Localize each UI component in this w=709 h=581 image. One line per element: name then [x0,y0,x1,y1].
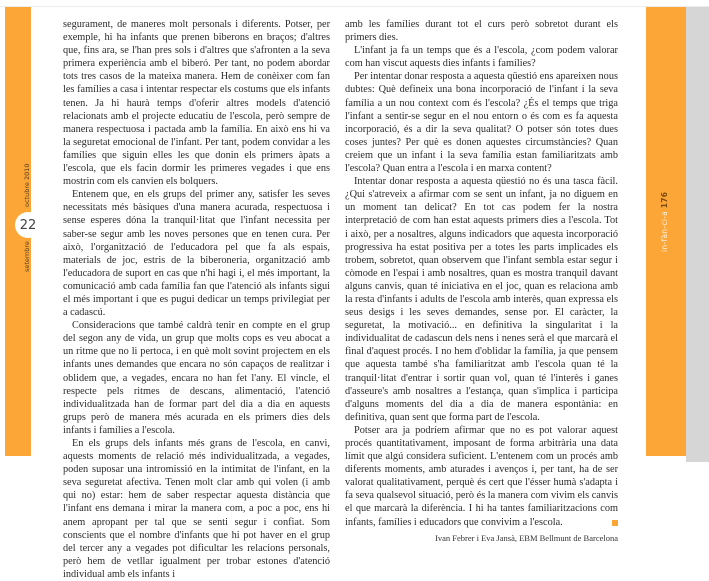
issue-date-month: setembre [23,241,31,272]
journal-name: in-fàn-ci-a [660,210,669,252]
paragraph: L'infant ja fa un temps que és a l'escola, ¿com podem valorar com han viscut aquests dies infants i famílies? [345,45,618,70]
journal-issue-number: 176 [660,191,669,209]
page-top-border [0,0,709,7]
paragraph: En els grups dels infants més grans de l'escola, en canvi, aquests moments de relació més individualitzada, a vegades, poden suposar una intromissió en la intimitat de l'infant, en la seva seguretat afectiva. Tenen molt clar amb qui volen (i amb qui no) estar: hem de saber respectar aquesta distància que l'infant ens demana i mirar la manera com, a poc a poc, ens hi anem apropant per tal que se senti segur i confiat. Som conscients que el nombre d'infants que hi pot haver en el grup del tercer any a vegades pot dificultar les relacions personals, però hem de vetllar igualment per trobar estones d'atenció individual amb els infants i [63,438,330,580]
paragraph: segurament, de maneres molt personals i diferents. Potser, per exemple, hi ha infants que prenen biberons en braços; d'altres que, fins ara, se l'han pres sols i d'altres que s'afronten a la seva primera experiència amb el biberó. Per tant, no podem abordar tots tres casos de la mateixa manera. Hem de conèixer com fan les famílies a casa i intentar respectar els costums que els infants tenen. Ja hi haurà temps d'oferir altres models d'atenció relacionats amb el projecte educatiu de l'escola, però sempre de manera respectuosa i pactada amb la família. En això ens hi va la seguretat emocional de l'infant. Per tant, podem convidar a les famílies que siguin elles les que donin els primers àpats a l'escola, que els facin dormir les primeres vegades i que ens mostrin com els canvien els bolquers. [63,19,330,188]
end-of-article-square-icon [612,520,618,526]
page-number: 22 [15,212,41,238]
paragraph: amb les famílies durant tot el curs però sobretot durant els primers dies. [345,19,618,44]
article-signature: Ivan Febrer i Eva Jansà, EBM Bellmunt de Barcelona [435,532,618,543]
paragraph-text: Potser ara ja podríem afirmar que no es pot valorar aquest procés quantitativament, imposant de forma arbitrària una data límit que algú considera suficient. L'entenem com un procés amb diferents moments, amb aturades i avenços i, per tant, ha de ser valorat qualitativament, perquè és cert que l'ésser humà s'adapta i fa seva qualsevol situació, però és la manera com vivim els canvis el que marcarà la diferència. I hi ha tantes familiaritzacions com infants, famílies i educadors que convivim a l'escola. [345,424,618,528]
paragraph: Consideracions que també caldrà tenir en compte en el grup del segon any de vida, un grup que molts cops es veu abocat a un ritme que no li pertoca, i en què molt sovint projectem en els infants unes demandes que encara no són capaços de realitzar i oblidem que, a vegades, encara no han fet l'any. El vincle, el respecte pels ritmes de descans, alimentació, l'atenció individualitzada han de formar part del dia a dia en aquests grups però de manera més acurada en els primers dies dels infants i famílies a l'escola. [63,320,330,436]
issue-date-month-year: octubre 2010 [23,163,31,207]
right-gray-edge [686,7,709,462]
paragraph: Entenem que, en els grups del primer any, satisfer les seves necessitats més bàsiques d'una manera acurada, respectuosa i sense esperes dóna la tranquil·litat que l'infant necessita per saber-se segur amb les noves persones que en tenen cura. Per això, l'organització de l'educadora pel que fa als espais, materials de joc, estris de la biberoneria, organització amb l'educadora de suport en cas que n'hi hagi i, el més important, la comunicació amb cada família fan que l'atenció als infants sigui el més important i que es pugui dedicar un temps privilegiat per a cadascú. [63,189,330,319]
paragraph: Per intentar donar resposta a aquesta qüestió ens apareixen nous dubtes: Què defineix una bona incorporació de l'infant i la seva família a un nou context com és l'escola? ¿És el temps que triga l'infant a sentir-se segur en el nou entorn o és com es fa aquesta incorporació, és a dir la seva qualitat? O potser són totes dues coses juntes? Per què es donen aquestes circumstàncies? Quan creiem que un infant i la seva família estan familiaritzats amb l'escola? Quan entra a l'escola i en marxa content? [345,71,618,175]
article-column-left [63,18,330,581]
journal-title [660,192,669,252]
paragraph: Intentar donar resposta a aquesta qüestió no és una tasca fàcil. ¿Qui s'atreveix a afirmar com se sent un infant, ja no diguem en un moment tan delicat? En tot cas podem fer la nostra interpretació de com han estat aquests primers dies a l'escola. Tot i això, per a nosaltres, alguns indicadors que aquesta incorporació progressiva ha estat positiva per a totes les parts implicades els trobem, sobretot, quan observem que l'infant sembla estar segur i còmode en l'espai i amb nosaltres, quan es mostra tranquil davant alguns canvis, quan té iniciativa en el joc, quan es relaciona amb la resta d'infants i adults de l'escola amb interès, quan expressa els seus desigs i les seves demandes, sense por. El caràcter, la seguretat, la motivació... en definitiva la singularitat i la individualitat de cadascun dels nens i nenes serà el que marcarà el final d'aquest procés. I no hem d'oblidar la família, ja que pensem que aquesta també s'ha familiaritzat amb l'escola quan té la tranquil·litat d'entrar i sortir quan vol, quan té l'interès i ganes d'asseure's amb nosaltres a l'estança, quan s'implica i participa d'alguns moments del dia a dia de manera espontània: en definitiva, quan sent que forma part de l'escola. [345,176,618,423]
paragraph-last [345,424,618,529]
article-column-right [345,18,618,545]
